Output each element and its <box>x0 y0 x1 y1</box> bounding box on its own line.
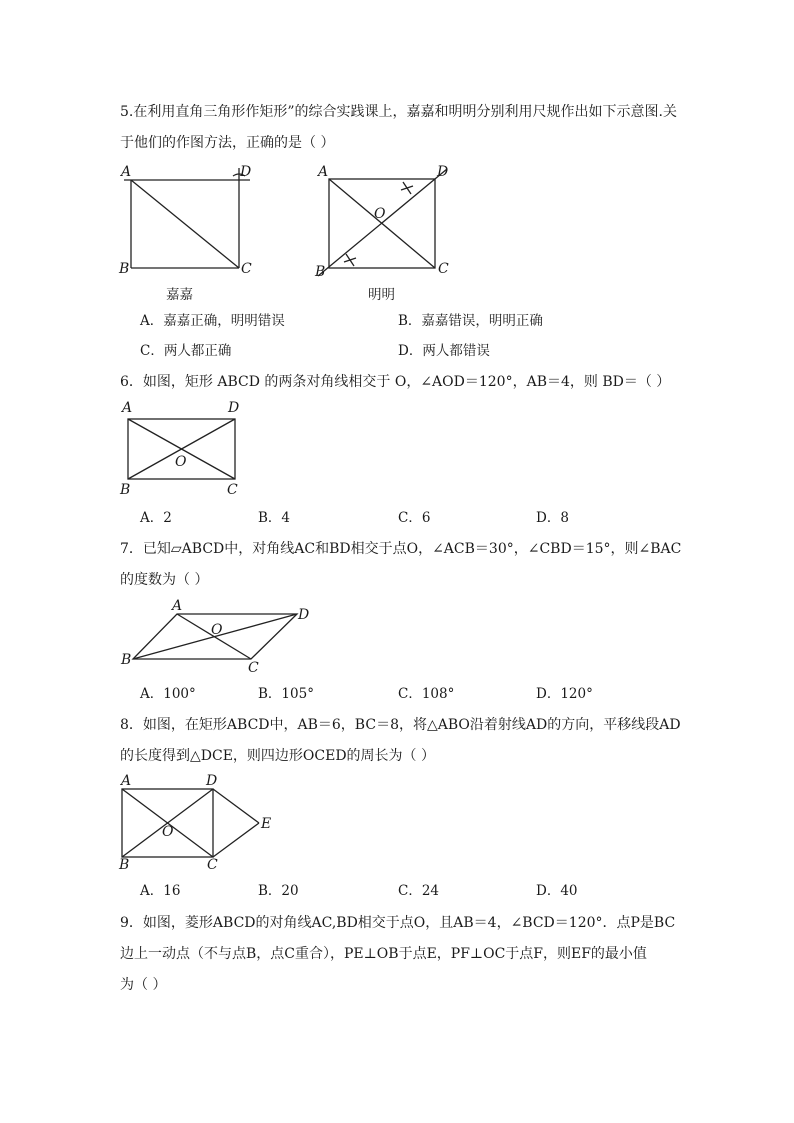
q5-stem-line1: 5.在利用直角三角形作矩形”的综合实践课上，嘉嘉和明明分别利用尺规作出如下示意图.关 <box>120 104 677 120</box>
label-A: A <box>122 400 133 416</box>
q8-option-a[interactable]: A．16 <box>140 883 181 899</box>
label-B: B <box>119 261 130 277</box>
label-A: A <box>318 164 329 180</box>
label-O: O <box>175 454 187 470</box>
label-D: D <box>228 400 240 416</box>
q6-option-a[interactable]: A．2 <box>140 510 172 526</box>
label-C: C <box>207 857 218 873</box>
q9-stem-line2: 边上一动点（不与点B，点C重合），PE⊥OB于点E，PF⊥OC于点F，则EF的最小值 <box>120 946 647 962</box>
label-B: B <box>120 482 131 498</box>
q7-option-b[interactable]: B．105° <box>258 686 314 702</box>
q8-option-c[interactable]: C．24 <box>398 883 440 899</box>
q7-stem-line2: 的度数为（ ） <box>120 572 209 588</box>
q6-option-d[interactable]: D．8 <box>536 510 569 526</box>
q6-option-b[interactable]: B．4 <box>258 510 291 526</box>
label-O: O <box>162 824 174 840</box>
label-D: D <box>437 164 449 180</box>
q5-stem-line2: 于他们的作图方法，正确的是（ ） <box>120 135 335 151</box>
label-C: C <box>438 261 449 277</box>
label-E: E <box>261 816 272 832</box>
q5-option-a[interactable]: A．嘉嘉正确，明明错误 <box>140 313 285 329</box>
label-A: A <box>121 164 132 180</box>
label-A: A <box>172 598 183 614</box>
q8-stem-line1: 8．如图，在矩形ABCD中，AB＝6，BC＝8，将△ABO沿着射线AD的方向，平移线段AD <box>120 717 681 733</box>
label-O: O <box>374 206 386 222</box>
label-C: C <box>248 660 259 676</box>
q7-option-c[interactable]: C．108° <box>398 686 455 702</box>
q6-option-c[interactable]: C．6 <box>398 510 431 526</box>
q7-stem-line1: 7．已知▱ABCD中，对角线AC和BD相交于点O，∠ACB＝30°，∠CBD＝15°，则∠BAC <box>120 541 682 557</box>
label-D: D <box>298 607 310 623</box>
q9-stem-line3: 为（ ） <box>120 977 167 993</box>
label-D: D <box>240 164 252 180</box>
q5-fig2-caption: 明明 <box>368 287 395 303</box>
q8-stem-line2: 的长度得到△DCE，则四边形OCED的周长为（ ） <box>120 748 436 764</box>
q5-option-b[interactable]: B．嘉嘉错误，明明正确 <box>398 313 543 329</box>
label-D: D <box>206 773 218 789</box>
q6-stem-line1: 6．如图，矩形 ABCD 的两条对角线相交于 O，∠AOD＝120°，AB＝4，则 BD＝（ ） <box>120 374 671 390</box>
q8-option-d[interactable]: D．40 <box>536 883 578 899</box>
label-B: B <box>315 264 326 280</box>
q5-option-c[interactable]: C．两人都正确 <box>140 343 232 359</box>
label-B: B <box>121 652 132 668</box>
q7-option-d[interactable]: D．120° <box>536 686 593 702</box>
label-O: O <box>211 622 223 638</box>
q8-option-b[interactable]: B．20 <box>258 883 299 899</box>
q5-fig1-caption: 嘉嘉 <box>166 287 193 303</box>
q7-option-a[interactable]: A．100° <box>140 686 196 702</box>
label-C: C <box>241 261 252 277</box>
label-C: C <box>227 482 238 498</box>
label-B: B <box>119 857 130 873</box>
label-A: A <box>121 773 132 789</box>
q9-stem-line1: 9．如图，菱形ABCD的对角线AC,BD相交于点O，且AB＝4，∠BCD＝120°．点P是BC <box>120 915 676 931</box>
q5-option-d[interactable]: D．两人都错误 <box>398 343 490 359</box>
